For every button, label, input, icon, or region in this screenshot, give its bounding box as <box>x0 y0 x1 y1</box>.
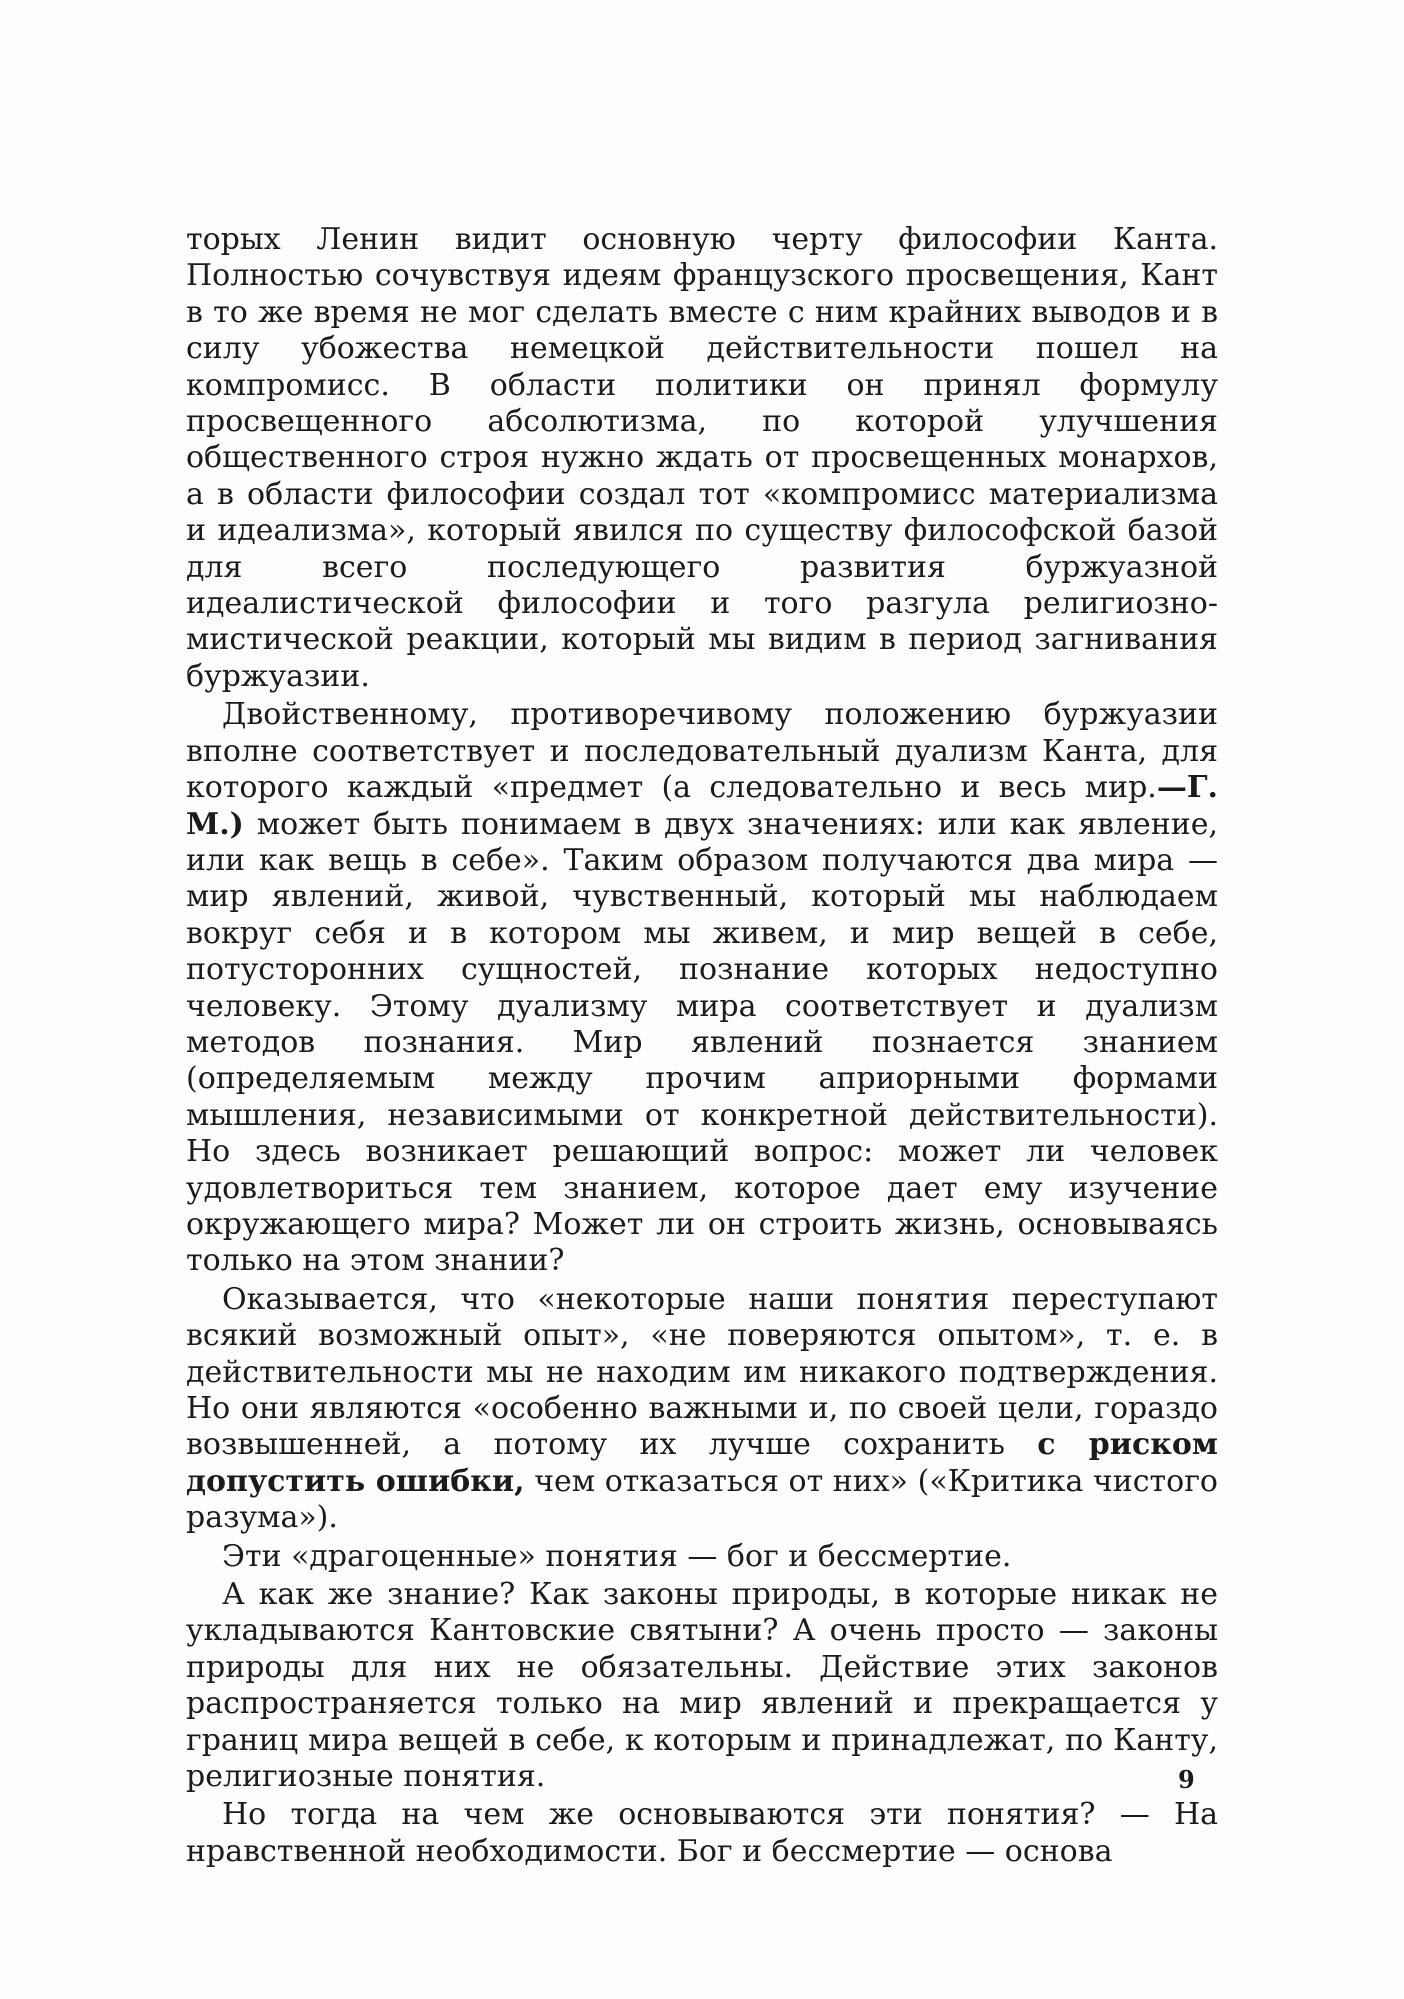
paragraph-4-text: Эти «драгоценные» понятия — бог и бессмертие. <box>222 1538 1012 1574</box>
paragraph-3-text-a: Оказывается, что «некоторые наши понятия переступают всякий возможный опыт», «не поверяются опытом», т. е. в действительности мы не находим им никакого подтверждения. Но они являются «особенно важными и, по своей цели, гораздо возвышенней, а потому их лучше сохранить <box>186 1281 1218 1463</box>
paragraph-2 <box>186 697 1218 1280</box>
paragraph-5 <box>186 1577 1218 1795</box>
paragraph-2-text-a: Двойственному, противоречивому положению буржуазии вполне соответствует и последовательный дуализм Канта, для которого каждый «предмет (а следовательно и весь мир. <box>186 697 1218 806</box>
paragraph-3-text-b: чем отказаться от них» («Критика чистого разума»). <box>186 1463 1218 1536</box>
paragraph-3 <box>186 1282 1218 1537</box>
page-number: 9 <box>1178 1765 1195 1794</box>
paragraph-5-text: А как же знание? Как законы природы, в которые никак не укладываются Кантовские святыни? А очень просто — законы природы для них не обязательны. Действие этих законов распространяется только на мир явлений и прекращается у границ мира вещей в себе, к которым и принадлежат, по Канту, религиозные понятия. <box>186 1577 1218 1795</box>
paragraph-3-emphasis: с риском допустить ошибки, <box>186 1427 1218 1499</box>
paragraph-2-text-b: может быть понимаем в двух значениях: или как явление, или как вещь в себе». Таким образом получаются два мира — мир явлений, живой, чувственный, который мы наблюдаем вокруг себя и в котором мы живем, и мир вещей в себе, потусторонних сущностей, познание которых недоступно человеку. Этому дуализму мира соответствует и дуализм методов познания. Мир явлений познается знанием (определяемым между прочим априорными формами мышления, независимыми от конкретной действительности). Но здесь возникает решающий вопрос: может ли человек удовлетвориться тем знанием, которое дает ему изучение окружающего мира? Может ли он строить жизнь, основываясь только на этом знании? <box>186 806 1218 1279</box>
paragraph-6 <box>186 1797 1218 1870</box>
paragraph-1-text: торых Ленин видит основную черту философии Канта. Полностью сочувствуя идеям французского просвещения, Кант в то же время не мог сделать вместе с ним крайних выводов и в силу убожества немецкой действительности пошел на компромисс. В области политики он принял формулу просвещенного абсолютизма, по которой улучшения общественного строя нужно ждать от просвещенных монархов, а в области философии создал тот «компромисс материализма и идеализма», который явился по существу философской базой для всего последующего развития буржуазной идеалистической философии и того разгула религиозно-мистической реакции, который мы видим в период загнивания буржуазии. <box>186 222 1218 694</box>
paragraph-1 <box>186 222 1218 695</box>
paragraph-4 <box>186 1539 1218 1575</box>
paragraph-2-author-note: —Г. М.) <box>186 770 1218 842</box>
body-text <box>186 222 1218 1872</box>
paragraph-6-text: Но тогда на чем же основываются эти понятия? — На нравственной необходимости. Бог и бессмертие — основа <box>186 1797 1218 1869</box>
